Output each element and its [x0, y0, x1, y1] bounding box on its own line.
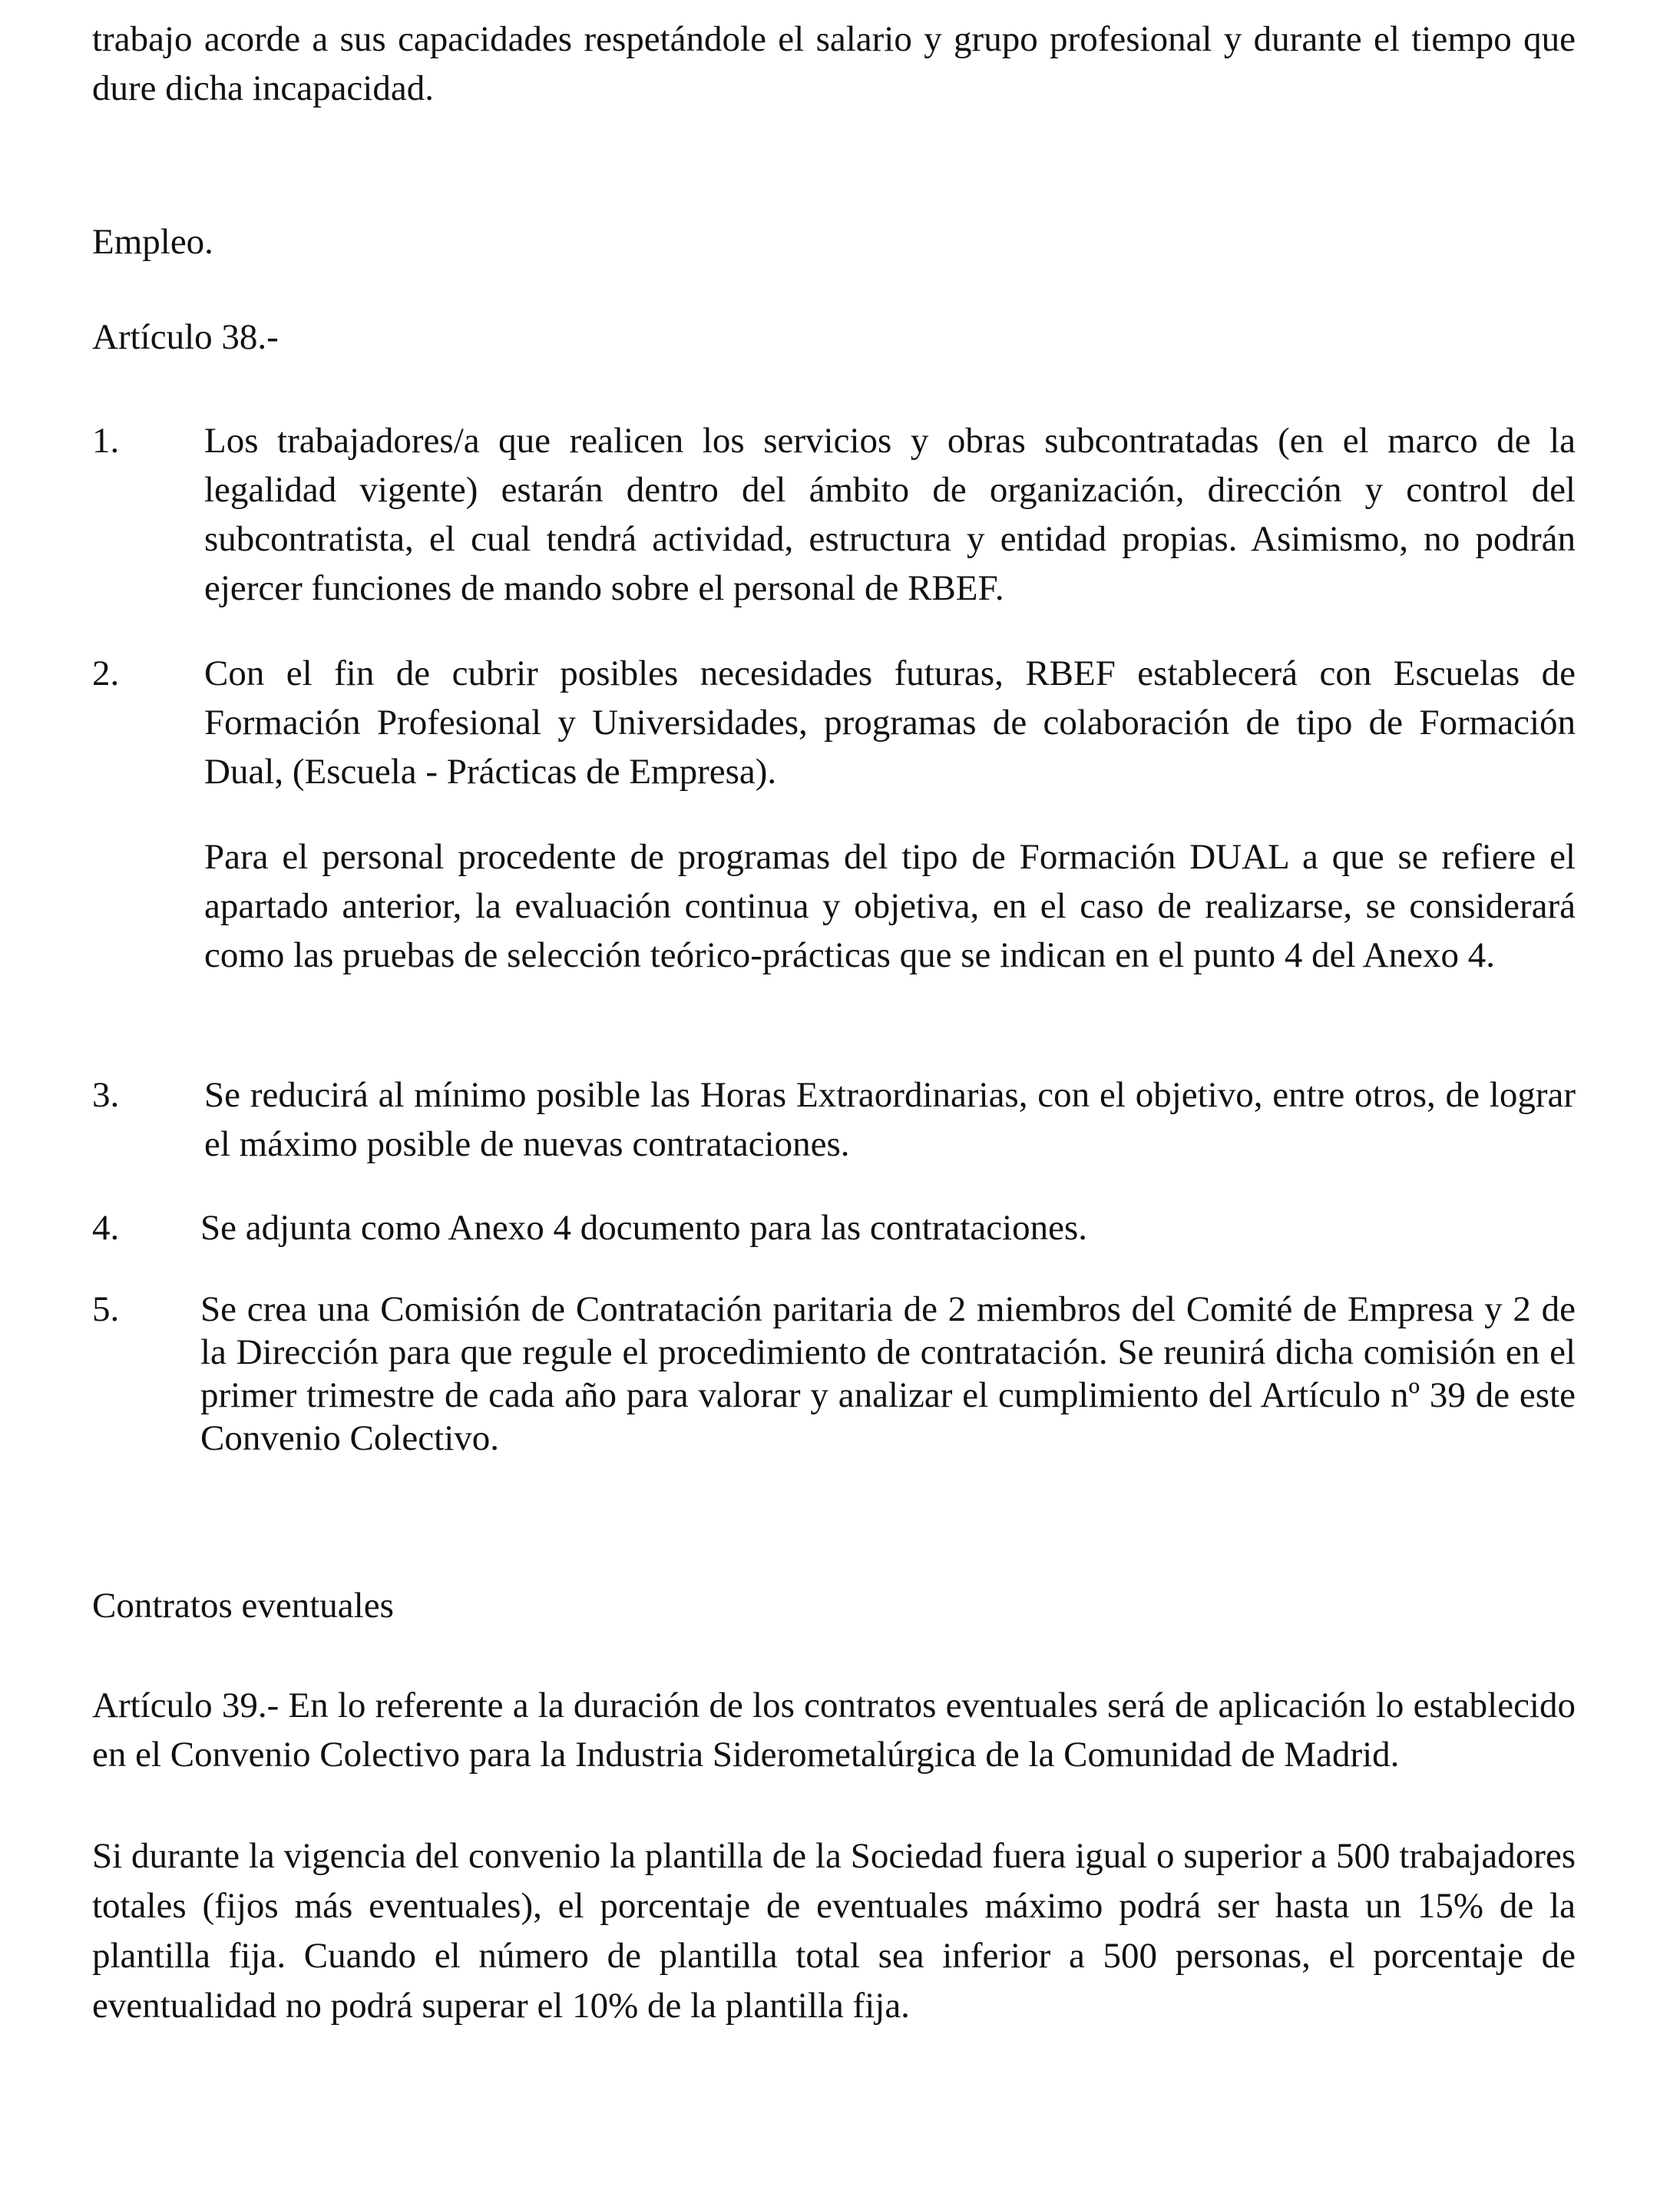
list-item-4 [92, 1203, 1576, 1252]
list-number: 2. [92, 653, 120, 693]
list-number: 5. [92, 1289, 120, 1329]
list-text: Los trabajadores/a que realicen los servicios y obras subcontratadas (en el marco de la legalidad vigente) estarán dentro del ámbito de organización, dirección y control del subcontratista, el cual tendrá actividad, estructura y entidad propias. Asimismo, no podrán ejercer funciones de mando sobre el personal de RBEF. [204, 421, 1576, 608]
list-number: 1. [92, 421, 120, 461]
list-item-2-extra-paragraph: Para el personal procedente de programas del tipo de Formación DUAL a que se refiere el apartado anterior, la evaluación continua y objetiva, en el caso de realizarse, se considerará como las pruebas de selección teórico-prácticas que se indican en el punto 4 del Anexo 4. [204, 837, 1576, 975]
list-number: 4. [92, 1208, 120, 1248]
article-39-paragraph-2: Si durante la vigencia del convenio la plantilla de la Sociedad fuera igual o superior a 500 trabajadores totales (fijos más eventuales), el porcentaje de eventuales máximo podrá ser hasta un 15% de la plantilla fija. Cuando el número de plantilla total sea inferior a 500 personas, el porcentaje de eventualidad no podrá superar el 10% de la plantilla fija. [92, 1836, 1576, 2026]
section-heading-contratos: Contratos eventuales [92, 1586, 394, 1626]
list-text: Se adjunta como Anexo 4 documento para las contrataciones. [200, 1208, 1088, 1248]
section-heading-empleo: Empleo. [92, 222, 213, 262]
list-text: Se reducirá al mínimo posible las Horas Extraordinarias, con el objetivo, entre otros, de lograr el máximo posible de nuevas contrataciones. [204, 1075, 1576, 1164]
list-text: Se crea una Comisión de Contratación paritaria de 2 miembros del Comité de Empresa y 2 de la Dirección para que regule el procedimiento de contratación. Se reunirá dicha comisión en el primer trimestre de cada año para valorar y analizar el cumplimiento del Artículo nº 39 de este Convenio Colectivo. [200, 1289, 1576, 1458]
list-item-1 [92, 416, 1576, 613]
list-text: Con el fin de cubrir posibles necesidades futuras, RBEF establecerá con Escuelas de Formación Profesional y Universidades, programas de colaboración de tipo de Formación Dual, (Escuela - Prácticas de Empresa). [204, 653, 1576, 792]
list-item-2 [92, 649, 1576, 796]
list-number: 3. [92, 1075, 120, 1115]
list-item-3 [92, 1070, 1576, 1169]
article-38-heading: Artículo 38.- [92, 317, 279, 357]
intro-paragraph: trabajo acorde a sus capacidades respetándole el salario y grupo profesional y durante el tiempo que dure dicha incapacidad. [92, 19, 1576, 108]
list-item-5 [92, 1288, 1576, 1460]
article-39-paragraph-1: Artículo 39.- En lo referente a la duración de los contratos eventuales será de aplicación lo establecido en el Convenio Colectivo para la Industria Siderometalúrgica de la Comunidad de Madrid. [92, 1686, 1576, 1775]
